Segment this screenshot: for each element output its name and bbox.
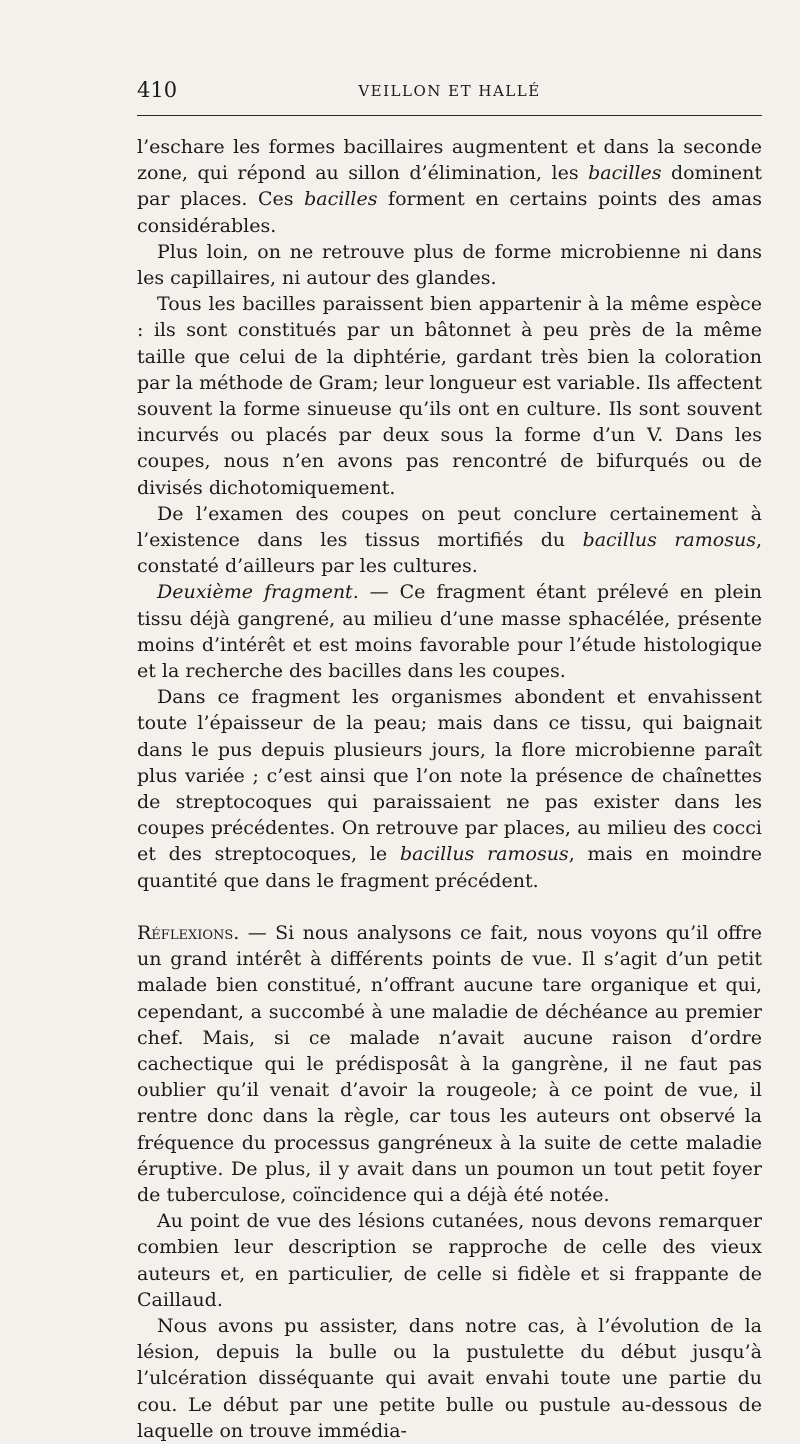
paragraph: Nous avons pu assister, dans notre cas, à l’évolution de la lésion, depuis la bulle ou la pustulette du début jusqu’à l’ulcération disséquante qui avait envahi toute une partie du cou. Le début par une petite bulle ou pustule au-dessous de laquelle on trouve immédia- [137, 1314, 762, 1442]
body-text [137, 134, 762, 1444]
header-rule [137, 115, 762, 116]
paragraph: Plus loin, on ne retrouve plus de forme microbienne ni dans les capillaires, ni autour des glandes. [137, 240, 762, 290]
paragraph: Deuxième fragment. — Ce fragment étant prélevé en plein tissu déjà gangrené, au milieu d’une masse sphacélée, présente moins d’intérêt et est moins favorable pour l’étude histologique et la recherche des bacilles dans les coupes. [137, 581, 762, 683]
running-title: VEILLON ET HALLÉ [358, 82, 541, 100]
paragraph: Tous les bacilles paraissent bien appartenir à la même espèce : ils sont constitués par un bâtonnet à peu près de la même taille que celui de la diphtérie, gardant très bien la coloration par la méthode de Gram; leur longueur est variable. Ils affectent souvent la forme sinueuse qu’ils ont en culture. Ils sont souvent incurvés ou placés par deux sous la forme d’un V. Dans les coupes, nous n’en avons pas rencontré de bifurqués ou de divisés dichotomiquement. [137, 293, 762, 499]
paragraph-reflexions: Réflexions. — Si nous analysons ce fait, nous voyons qu’il offre un grand intérêt à différents points de vue. Il s’agit d’un petit malade bien constitué, n’offrant aucune tare organique et qui, cependant, a succombé à une maladie de déchéance au premier chef. Mais, si ce malade n’avait aucune raison d’ordre cachectique qui le prédisposât à la gangrène, il ne faut pas oublier qu’il venait d’avoir la rougeole; à ce point de vue, il rentre donc dans la règle, car tous les auteurs ont observé la fréquence du processus gangréneux à la suite de cette maladie éruptive. De plus, il y avait dans un poumon un tout petit foyer de tuberculose, coïncidence qui a déjà été notée. [137, 921, 762, 1206]
paragraph: De l’examen des coupes on peut conclure certainement à l’existence dans les tissus mortifiés du bacillus ramosus, constaté d’ailleurs par les cultures. [137, 502, 762, 578]
paragraph: Dans ce fragment les organismes abondent et envahissent toute l’épaisseur de la peau; mais dans ce tissu, qui baignait dans le pus depuis plusieurs jours, la flore microbienne paraît plus variée ; c’est ainsi que l’on note la présence de chaînettes de streptocoques qui paraissaient ne pas exister dans les coupes précédentes. On retrouve par places, au milieu des cocci et des streptocoques, le bacillus ramosus, mais en moindre quantité que dans le fragment précédent. [137, 686, 762, 892]
page-number: 410 [137, 78, 178, 102]
page-header [137, 74, 762, 108]
section-heading: Réflexions. [137, 921, 240, 944]
paragraph: l’eschare les formes bacillaires augmentent et dans la seconde zone, qui répond au sillon d’élimination, les bacilles dominent par places. Ces bacilles forment en certains points des amas considérables. [137, 136, 763, 237]
paragraph: Au point de vue des lésions cutanées, nous devons remarquer combien leur description se rapproche de celle des vieux auteurs et, en particulier, de celle si fidèle et si frappante de Caillaud. [137, 1210, 762, 1311]
